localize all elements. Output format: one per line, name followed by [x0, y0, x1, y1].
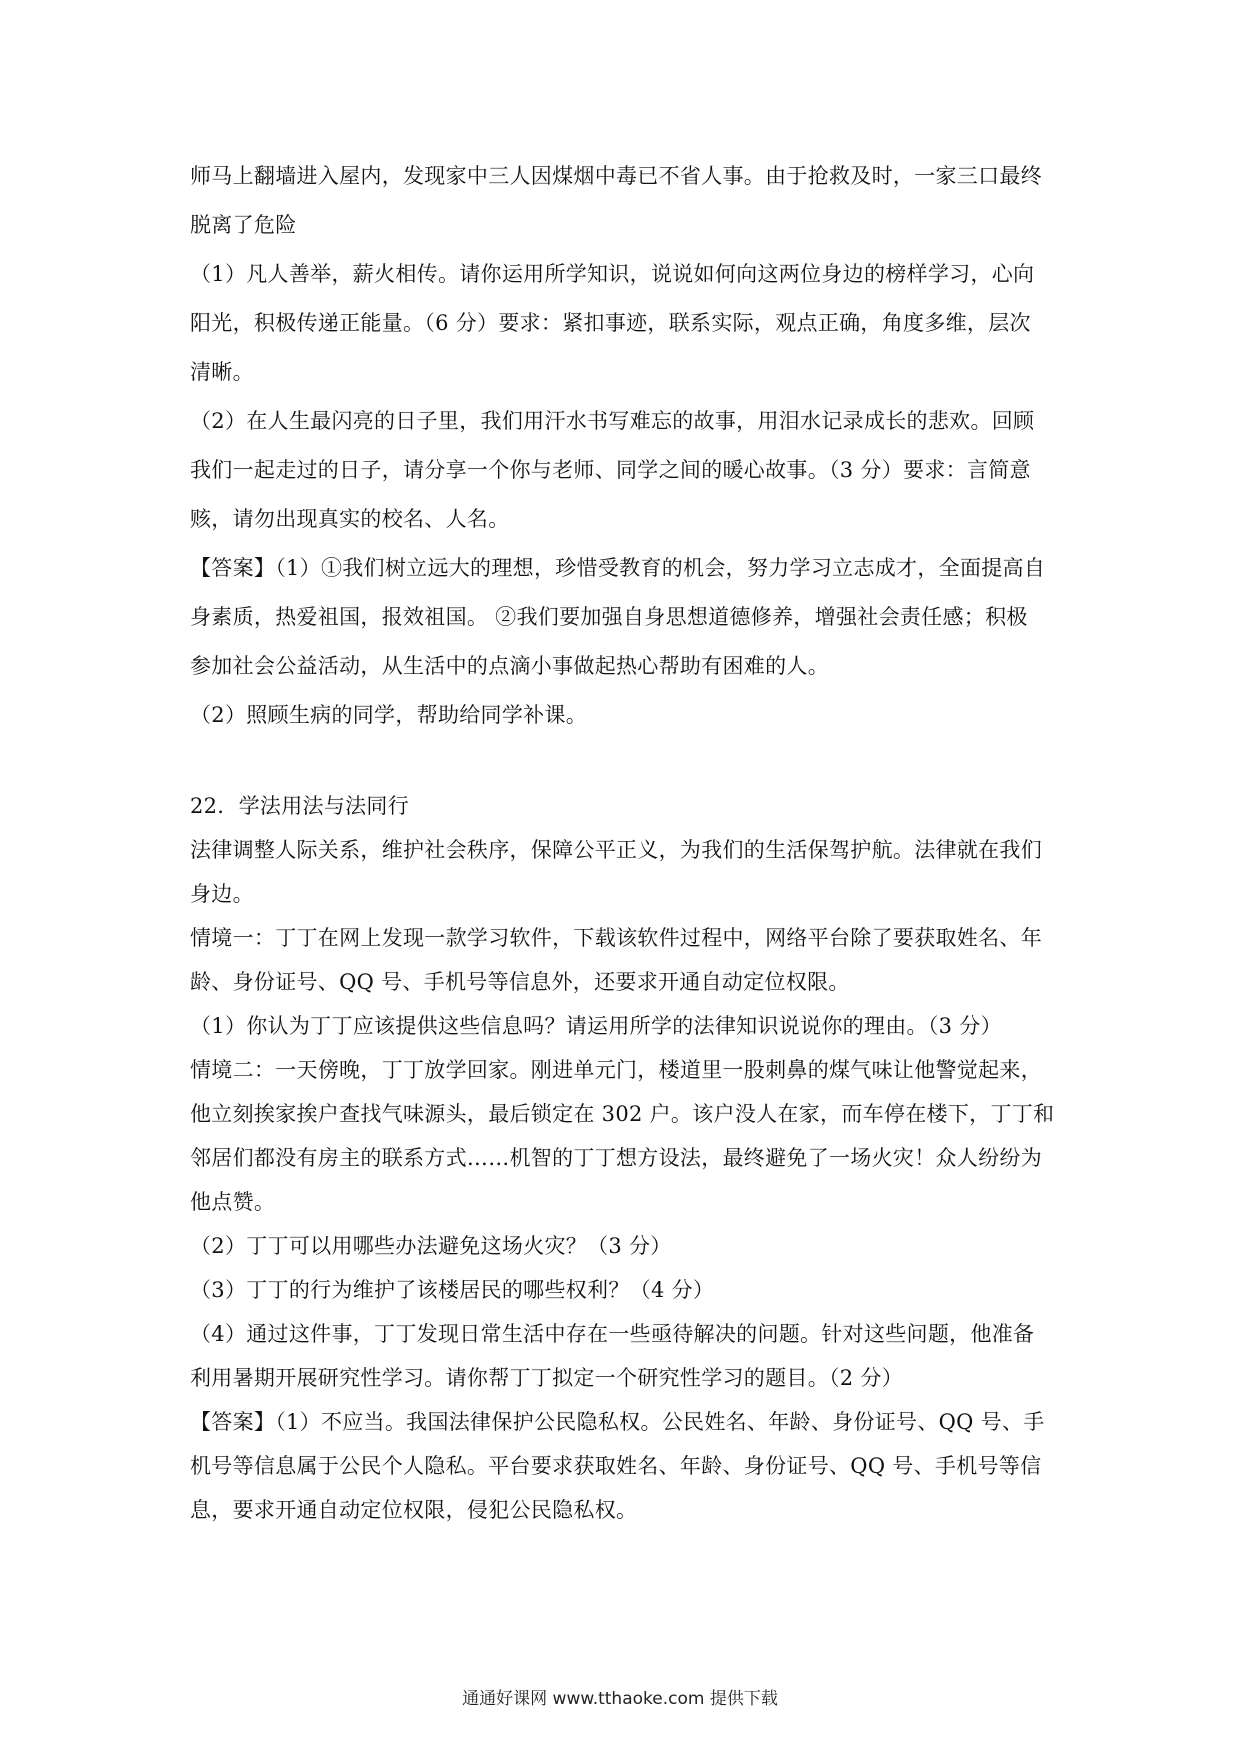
text-line: 他点赞。: [190, 1190, 276, 1214]
text-line: 参加社会公益活动，从生活中的点滴小事做起热心帮助有困难的人。: [190, 654, 829, 678]
text-line: 他立刻挨家挨户查找气味源头，最后锁定在 302 户。该户没人在家，而车停在楼下，丁丁和: [190, 1102, 1055, 1126]
question-22-title: 22．学法用法与法同行: [190, 794, 410, 818]
section-spacer: [190, 740, 1060, 784]
text-line: 我们一起走过的日子，请分享一个你与老师、同学之间的暖心故事。（3 分）要求：言简意: [190, 458, 1031, 482]
text-line: （1）凡人善举，薪火相传。请你运用所学知识，说说如何向这两位身边的榜样学习，心向: [190, 262, 1035, 286]
text-line: 【答案】（1）不应当。我国法律保护公民隐私权。公民姓名、年龄、身份证号、QQ 号、手: [190, 1410, 1045, 1434]
question-22: [190, 784, 1060, 1532]
text-line: 清晰。: [190, 360, 254, 384]
text-line: 情境一：丁丁在网上发现一款学习软件，下载该软件过程中，网络平台除了要获取姓名、年: [190, 926, 1042, 950]
text-line: 法律调整人际关系，维护社会秩序，保障公平正义，为我们的生活保驾护航。法律就在我们: [190, 838, 1042, 862]
question-21-part-1: [190, 250, 1060, 397]
text-line: 身素质，热爱祖国，报效祖国。 ②我们要加强自身思想道德修养，增强社会责任感；积极: [190, 605, 1028, 629]
question-22-3: （3）丁丁的行为维护了该楼居民的哪些权利？（4 分）: [190, 1278, 715, 1302]
text-line: 【答案】（1）①我们树立远大的理想，珍惜受教育的机会，努力学习立志成才，全面提高自: [190, 556, 1046, 580]
text-line: 赅，请勿出现真实的校名、人名。: [190, 507, 510, 531]
text-line: 师马上翻墙进入屋内，发现家中三人因煤烟中毒已不省人事。由于抢救及时，一家三口最终: [190, 164, 1042, 188]
text-line: 阳光，积极传递正能量。（6 分）要求：紧扣事迹，联系实际，观点正确，角度多维，层次: [190, 311, 1031, 335]
text-line: （2）照顾生病的同学，帮助给同学补课。: [190, 703, 588, 727]
footer-watermark: 通通好课网 www.tthaoke.com 提供下载: [462, 1689, 778, 1709]
question-22-2: （2）丁丁可以用哪些办法避免这场火灾？（3 分）: [190, 1234, 672, 1258]
text-line: （4）通过这件事，丁丁发现日常生活中存在一些亟待解决的问题。针对这些问题，他准备: [190, 1322, 1035, 1346]
question-21-part-2: [190, 397, 1060, 544]
paragraph-intro: [190, 152, 1060, 250]
text-line: 机号等信息属于公民个人隐私。平台要求获取姓名、年龄、身份证号、QQ 号、手机号等信: [190, 1454, 1042, 1478]
text-line: 息，要求开通自动定位权限，侵犯公民隐私权。: [190, 1498, 638, 1522]
text-line: 龄、身份证号、QQ 号、手机号等信息外，还要求开通自动定位权限。: [190, 970, 850, 994]
question-21-answer: [190, 544, 1060, 740]
document-body: [190, 152, 1060, 1532]
text-line: 利用暑期开展研究性学习。请你帮丁丁拟定一个研究性学习的题目。（2 分）: [190, 1366, 904, 1390]
text-line: （2）在人生最闪亮的日子里，我们用汗水书写难忘的故事，用泪水记录成长的悲欢。回顾: [190, 409, 1035, 433]
text-line: 邻居们都没有房主的联系方式……机智的丁丁想方设法，最终避免了一场火灾！众人纷纷为: [190, 1146, 1042, 1170]
text-line: 身边。: [190, 882, 254, 906]
text-line: 脱离了危险: [190, 213, 297, 237]
question-22-1: （1）你认为丁丁应该提供这些信息吗？请运用所学的法律知识说说你的理由。（3 分）: [190, 1014, 1002, 1038]
text-line: 情境二：一天傍晚，丁丁放学回家。刚进单元门，楼道里一股刺鼻的煤气味让他警觉起来，: [190, 1058, 1042, 1082]
